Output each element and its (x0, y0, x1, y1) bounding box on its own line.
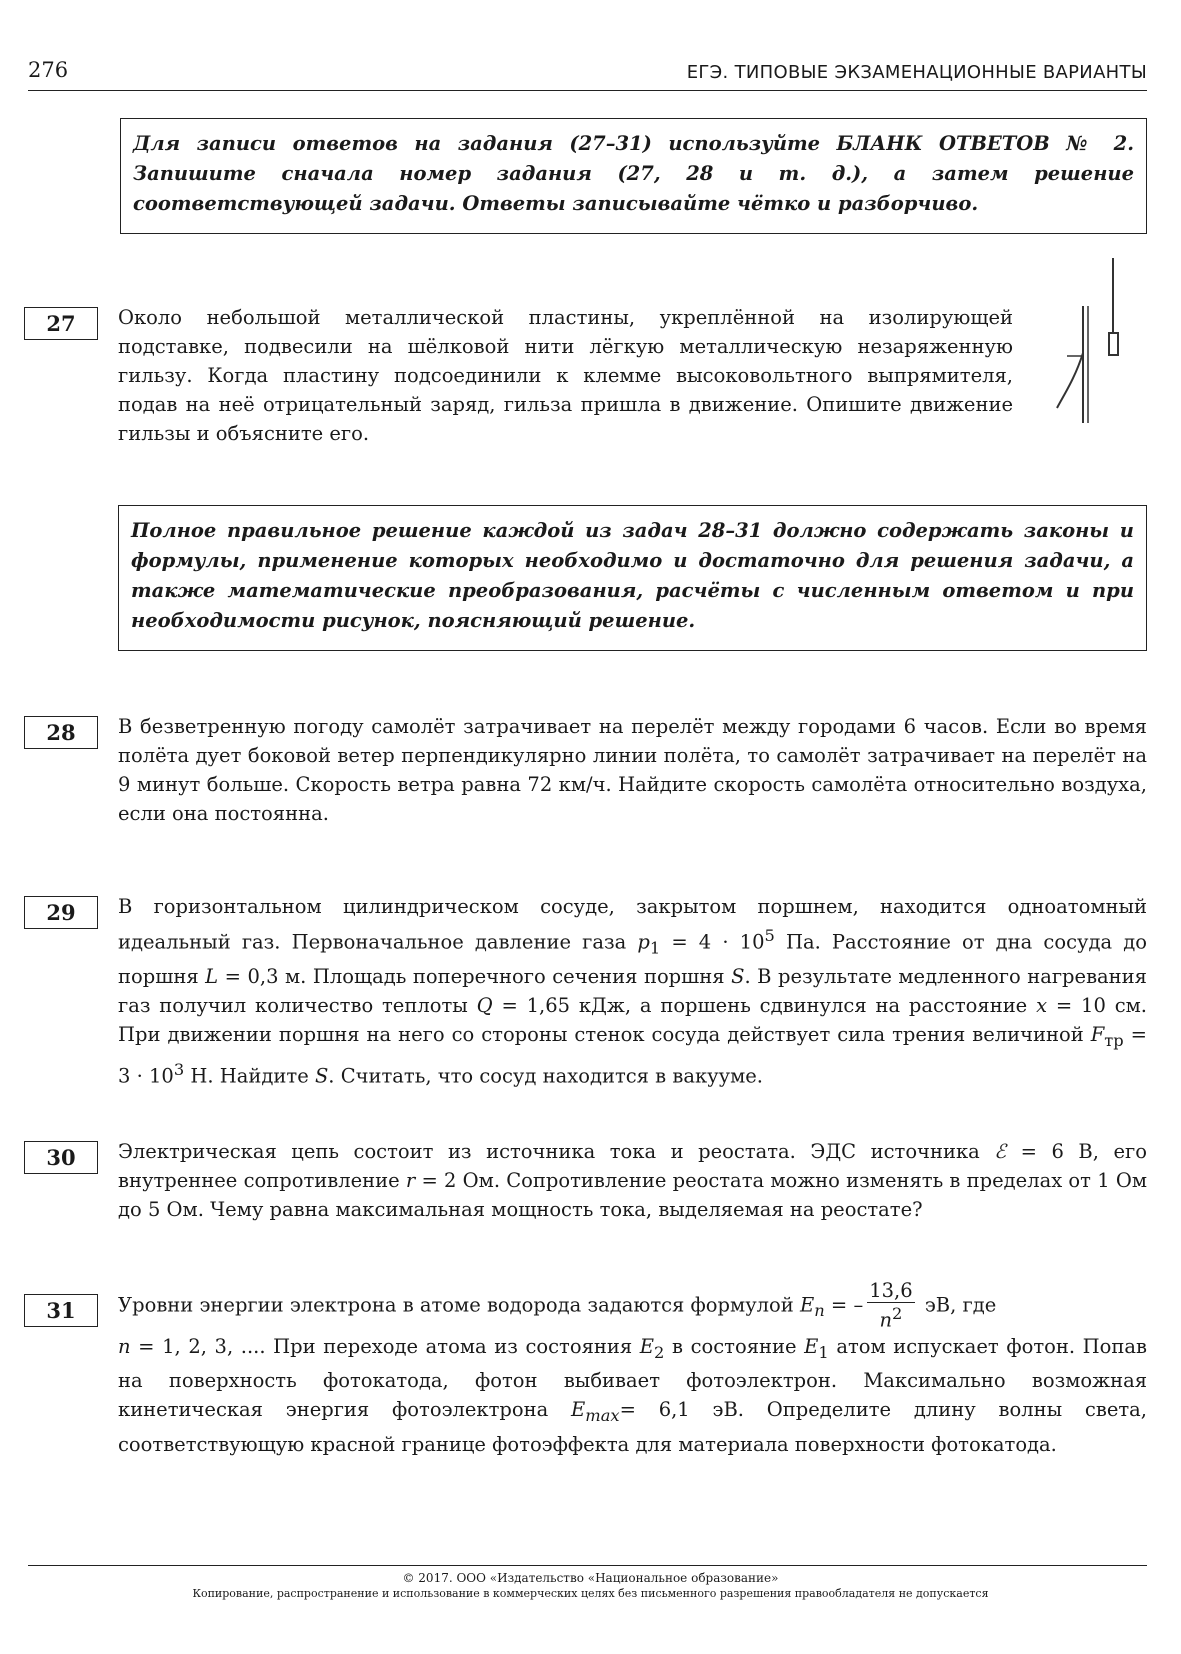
text-span: = 0,3 м. Площадь поперечного сечения поршня (218, 965, 732, 989)
page-number: 276 (28, 58, 69, 82)
fraction-numerator: 13,6 (869, 1279, 913, 1302)
var-E: E (800, 1293, 815, 1317)
text-span: Па. Расстояние от дна сосуда до поршня (118, 930, 1147, 989)
var-Q: Q (476, 994, 493, 1018)
text-span: = 1,65 кДж, а поршень сдвинулся на расстояние (492, 994, 1037, 1018)
var-E: E (571, 1398, 586, 1422)
subscript: тр (1104, 1031, 1124, 1051)
instruction-box-answers: Для записи ответов на задания (27–31) используйте БЛАНК ОТВЕТОВ № 2. Запишите сначала номер задания (27, 28 и т. д.), а затем решение соответствующей задачи. Ответы записывайте чётко и разборчиво. (120, 118, 1147, 234)
text-span: эВ, где (918, 1293, 997, 1317)
text-span: = 1, 2, 3, .... При переходе атома из состояния (130, 1334, 640, 1358)
var-S: S (314, 1064, 329, 1088)
var-n: n (118, 1334, 131, 1358)
text-span: В горизонтальном цилиндрическом сосуде, закрытом поршнем, находится одноатомный идеальный газ. Первоначальное давление газа (118, 895, 1147, 954)
var-n: n (879, 1308, 893, 1332)
page-header-title: ЕГЭ. ТИПОВЫЕ ЭКЗАМЕНАЦИОННЫЕ ВАРИАНТЫ (686, 62, 1147, 83)
text-span: атом испускает фотон. Попав на поверхность фотокатода, фотон выбивает фотоэлектрон. Максимально возможная кинетическая энергия фотоэлектрона (118, 1334, 1148, 1422)
task-text: В безветренную погоду самолёт затрачивает на перелёт между городами 6 часов. Если во время полёта дует боковой ветер перпендикулярно линии полёта, то самолёт затрачивает на перелёт на 9 минут больше. Скорость ветра равна 72 км/ч. Найдите скорость самолёта относительно воздуха, если она постоянна. (118, 715, 1147, 825)
task-text (118, 1280, 1147, 1459)
var-L: L (205, 965, 219, 989)
text-span: . Считать, что сосуд находится в вакууме. (328, 1064, 763, 1088)
task-text (118, 1137, 1147, 1224)
footer-copyright: © 2017. ООО «Издательство «Национальное образование» (402, 1571, 779, 1585)
subscript: 1 (649, 938, 661, 958)
text-span: = 4 · 10 (660, 930, 765, 954)
task-number-box: 27 (24, 307, 98, 340)
subscript: n (814, 1301, 825, 1321)
footer-notice: Копирование, распространение и использование в коммерческих целях без письменного разрешения правообладателя не допускается (192, 1587, 989, 1600)
task-number-box: 30 (24, 1141, 98, 1174)
var-emf: ℰ (994, 1140, 1007, 1163)
text-span: Н. Найдите (184, 1064, 315, 1088)
task-number-box: 29 (24, 896, 98, 929)
text-span: = 2 Ом. Сопротивление реостата можно изменять в пределах от 1 Ом до 5 Ом. Чему равна максимальная мощность тока, выделяемая на реостате? (118, 1169, 1147, 1221)
electroscope-figure (1055, 258, 1125, 438)
text-span: = 3 · 10 (118, 1023, 1147, 1088)
footer-divider (28, 1565, 1147, 1566)
text-span: в состояние (664, 1334, 805, 1358)
var-S: S (731, 965, 745, 989)
superscript: 3 (173, 1060, 185, 1080)
var-p: p (637, 930, 650, 954)
superscript: 5 (764, 926, 775, 945)
task-text (118, 892, 1147, 1091)
var-E: E (804, 1334, 819, 1358)
superscript: 2 (892, 1304, 903, 1323)
subscript: 1 (818, 1342, 829, 1362)
text-span: = 10 см. При движении поршня на него со стороны стенок сосуда действует сила трения величиной (118, 994, 1147, 1047)
text-span: Уровни энергии электрона в атоме водорода задаются формулой (118, 1293, 800, 1317)
var-F: F (1090, 1023, 1105, 1047)
subscript: max (585, 1406, 620, 1426)
text-span: = 6 В, его внутреннее сопротивление (118, 1140, 1147, 1192)
fraction-denominator (867, 1303, 914, 1332)
fraction (867, 1280, 914, 1332)
text-span: Электрическая цепь состоит из источника тока и реостата. ЭДС источника (118, 1140, 995, 1163)
task-number-box: 31 (24, 1294, 98, 1327)
sleeve-shape (1109, 333, 1118, 355)
var-x: x (1036, 994, 1048, 1018)
header-divider (28, 90, 1147, 91)
var-E: E (639, 1334, 655, 1358)
instruction-box-solution: Полное правильное решение каждой из задач 28–31 должно содержать законы и формулы, применение которых необходимо и достаточно для решения задачи, а также математические преобразования, расчёты с численным ответом и при необходимости рисунок, поясняющий решение. (118, 505, 1147, 651)
task-text: Около небольшой металлической пластины, укреплённой на изолирующей подставке, подвесили на шёлковой нити лёгкую металлическую незаряженную гильзу. Когда пластину подсоединили к клемме высоковольтного выпрямителя, подав на неё отрицательный заряд, гильза пришла в движение. Опишите движение гильзы и объясните его. (118, 306, 1013, 445)
text-span: = – (824, 1293, 864, 1317)
var-r: r (405, 1169, 416, 1192)
text-span: . В результате медленного нагревания газ получил количество теплоты (118, 965, 1147, 1018)
text-span: = 6,1 эВ. Определите длину волны света, соответствующую красной границе фотоэффекта для материала поверхности фотокатода. (118, 1398, 1147, 1457)
task-number-box: 28 (24, 716, 98, 749)
subscript: 2 (654, 1342, 665, 1362)
wire-curve (1057, 353, 1083, 408)
